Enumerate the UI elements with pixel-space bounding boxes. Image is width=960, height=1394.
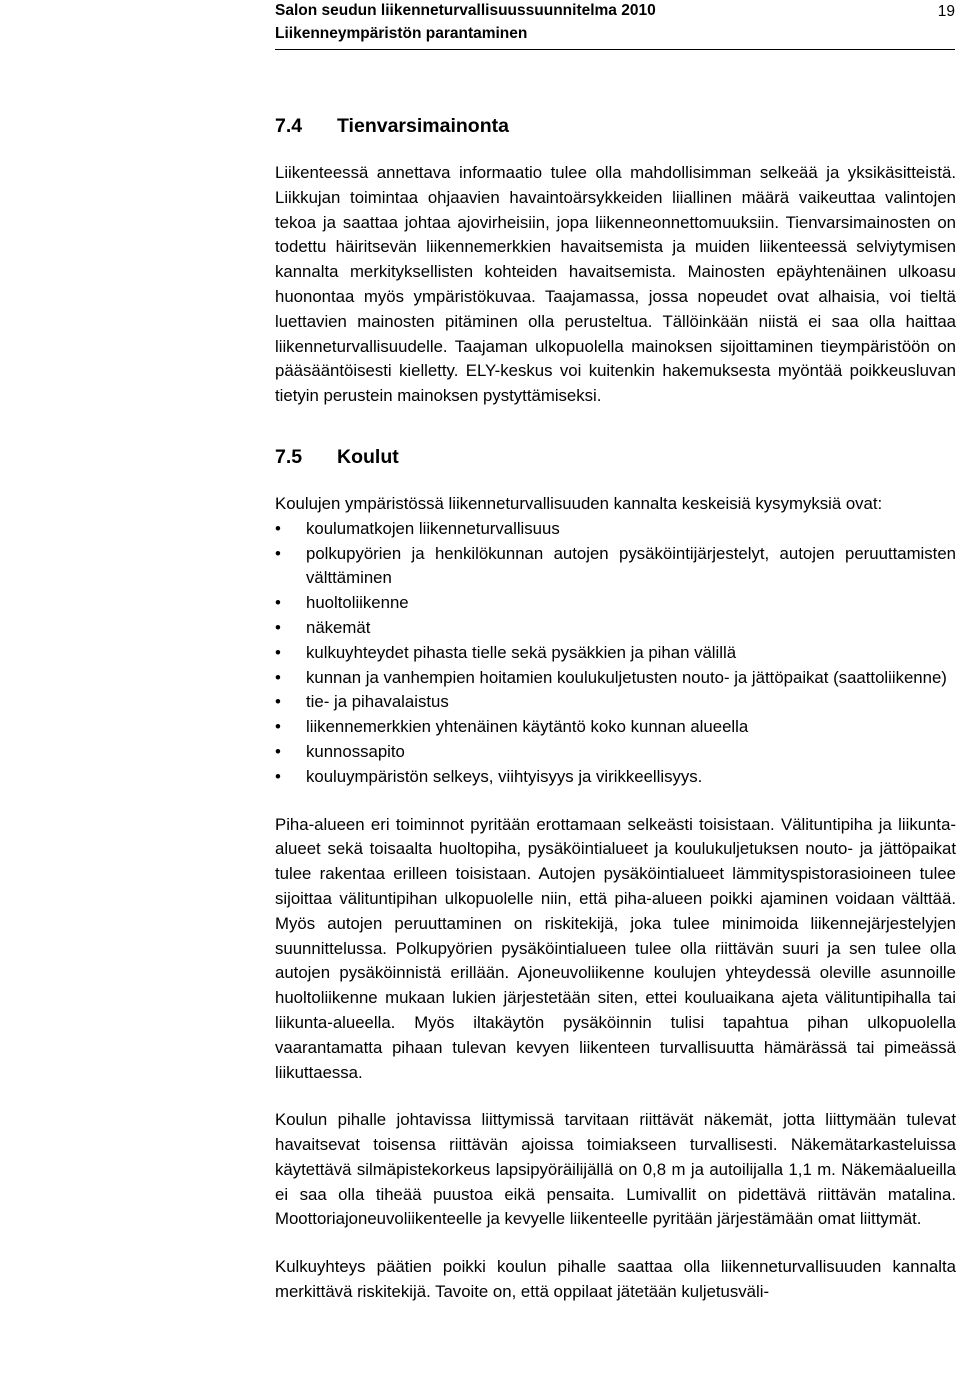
- paragraph-liittymat: Koulun pihalle johtavissa liittymissä tarvitaan riittävät näkemät, jotta liittymään tulevat havaitsevat toisensa riittävän ajoissa toimiakseen turvallisesti. Näkemätarkasteluissa käytettävä silmäpistekorkeus lapsipyöräilijällä on 0,8 m ja autoilijalla 1,1 m. Näkemäalueilla ei saa olla tiheää puustoa eikä pensaita. Lumivallit on pidettävä riittävän matalina. Moottoriajoneuvoliikenteelle ja kevyelle liikenteelle pyritään järjestämään omat liittymät.: [275, 1110, 956, 1229]
- list-item: [275, 740, 956, 765]
- bullet-icon: •: [275, 617, 281, 637]
- bullet-icon: •: [275, 692, 281, 712]
- bullet-icon: •: [275, 741, 281, 761]
- bullet-icon: •: [275, 717, 281, 737]
- section-heading-7-4: [275, 112, 956, 141]
- list-item-text: kouluympäristön selkeys, viihtyisyys ja virikkeellisyys.: [306, 766, 703, 786]
- section-title: Koulut: [337, 445, 399, 468]
- list-item: [275, 542, 956, 592]
- bullet-icon: •: [275, 766, 281, 786]
- paragraph-tienvarsimainonta: Liikenteessä annettava informaatio tulee olla mahdollisimman selkeää ja yksikäsitteistä. Liikkujan toimintaa ohjaavien havaintoärsykkeiden liiallinen määrä vaikeuttaa valintojen tekoa ja saattaa johtaa ajovirheisiin, jopa liikenneonnettomuuksiin. Tienvarsimainosten on todettu häiritsevän liikennemerkkien havaitsemista ja muiden liikenteessä selviytymisen kannalta merkityksellisten kohteiden havaitsemista. Mainosten epäyhtenäinen ulkoasu huonontaa myös ympäristökuvaa. Taajamassa, jossa nopeudet ovat alhaisia, voi tieltä luettavien mainosten pitäminen olla perusteltua. Tällöinkään niistä ei saa olla haittaa liikenneturvallisuudelle. Taajaman ulkopuolella mainoksen sijoittaminen tieympäristöön on pääsääntöisesti kielletty. ELY-keskus voi kuitenkin hakemuksesta myöntää poikkeusluvan tietyin perustein mainoksen pystyttämiseksi.: [275, 163, 956, 406]
- list-item-text: kunnossapito: [306, 741, 405, 761]
- page-number: 19: [937, 3, 955, 20]
- bullet-icon: •: [275, 518, 281, 538]
- bullet-icon: •: [275, 642, 281, 662]
- section-title: Tienvarsimainonta: [337, 115, 509, 137]
- bullet-icon: •: [275, 593, 281, 613]
- list-item-text: polkupyörien ja henkilökunnan autojen pysäköintijärjestelyt, autojen peruuttamisten välttäminen: [306, 543, 956, 588]
- paragraph-piha-alueet: Piha-alueen eri toiminnot pyritään erottamaan selkeästi toisistaan. Välituntipiha ja liikunta-alueet sekä toisaalta huoltopiha, pysäköintialueet ja koulukuljetuksen nouto- ja jättöpaikat tulee rakentaa erilleen toisistaan. Autojen pysäköintialueet lämmityspistorasioineen tulee sijoittaa välituntipihan ulkopuolelle niin, että piha-alueen poikki ajaminen voidaan välttää. Myös autojen peruuttaminen on riskitekijä, joka tulee minimoida liikennejärjestelyjen suunnittelussa. Polkupyörien pysäköintialueen tulee olla riittävän suuri ja sen tulee olla autojen pysäköinnistä erillään. Ajoneuvoliikenne koulujen yhteydessä oleville asunnoille huoltoliikenne mukaan lukien järjestetään siten, ettei kouluaikana ajeta välituntipihalla tai liikunta-alueella. Myös iltakäytön pysäköinnin tulisi tapahtua pihan ulkopuolella vaarantamatta pihaan tulevan kevyen liikenteen turvallisuutta hämärässä tai pimeässä liikuttaessa.: [275, 814, 956, 1082]
- list-item: [275, 666, 956, 691]
- bullet-list: [275, 517, 956, 790]
- list-item: [275, 765, 956, 790]
- list-item: [275, 517, 956, 542]
- list-item: [275, 715, 956, 740]
- list-item: [275, 591, 956, 616]
- list-item-text: näkemät: [306, 617, 371, 637]
- page-content: [275, 112, 956, 1305]
- document-title: Salon seudun liikenneturvallisuussuunnitelma 2010: [275, 2, 656, 19]
- list-item-text: kulkuyhteydet pihasta tielle sekä pysäkkien ja pihan välillä: [306, 642, 737, 662]
- list-item-text: koulumatkojen liikenneturvallisuus: [306, 518, 560, 538]
- section-heading-7-5: [275, 443, 956, 472]
- chapter-title: Liikenneympäristön parantaminen: [275, 25, 528, 42]
- paragraph-koulut-intro: Koulujen ympäristössä liikenneturvallisuuden kannalta keskeisiä kysymyksiä ovat:: [275, 493, 883, 513]
- list-item: [275, 616, 956, 641]
- list-item: [275, 641, 956, 666]
- paragraph-kulkuyhteys: Kulkuyhteys päätien poikki koulun pihalle saattaa olla liikenneturvallisuuden kannalta merkittävä riskitekijä. Tavoite on, että oppilaat jätetään kuljetusväli-: [275, 1257, 956, 1302]
- list-item-text: tie- ja pihavalaistus: [306, 692, 449, 712]
- section-number: 7.4: [275, 115, 303, 137]
- list-item-text: liikennemerkkien yhtenäinen käytäntö koko kunnan alueella: [306, 717, 749, 737]
- bullet-icon: •: [275, 543, 281, 563]
- list-item: [275, 690, 956, 715]
- bullet-icon: •: [275, 667, 281, 687]
- section-number: 7.5: [275, 445, 303, 468]
- list-item-text: huoltoliikenne: [306, 593, 409, 613]
- list-item-text: kunnan ja vanhempien hoitamien koulukuljetusten nouto- ja jättöpaikat (saattoliikenne): [306, 667, 947, 687]
- header-rule: [275, 49, 955, 50]
